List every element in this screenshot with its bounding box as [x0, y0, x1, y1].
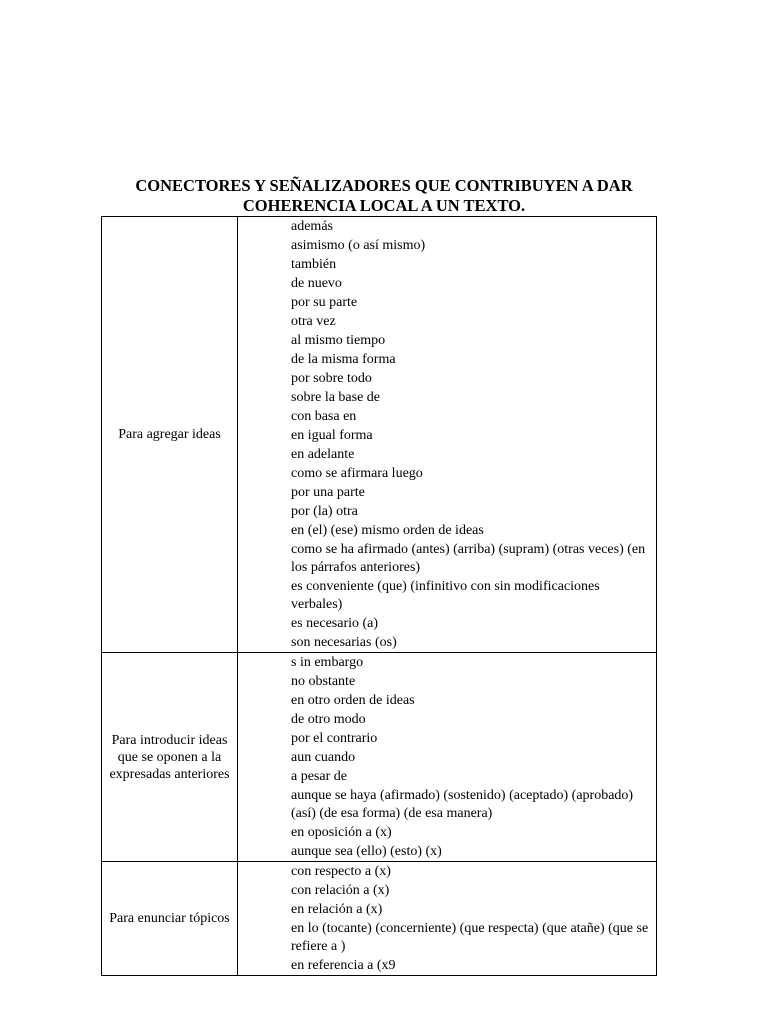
table-row-agregar: [102, 217, 657, 653]
list-item: aunque se haya (afirmado) (sostenido) (aceptado) (aprobado) (así) (de esa forma) (de esa manera): [291, 787, 634, 821]
connectors-table: [101, 216, 657, 976]
title-line-2: COHERENCIA LOCAL A UN TEXTO.: [242, 196, 526, 215]
list-item: asimismo (o así mismo): [291, 237, 426, 253]
list-item: en oposición a (x): [291, 824, 392, 840]
list-item: por (la) otra: [291, 503, 358, 519]
list-item: por su parte: [291, 294, 358, 310]
category-cell: [102, 862, 238, 976]
list-item: aun cuando: [291, 749, 356, 765]
list-item: en lo (tocante) (concerniente) (que respecta) (que atañe) (que se refiere a ): [291, 920, 649, 954]
list-item: como se afirmara luego: [291, 465, 423, 481]
list-item: aunque sea (ello) (esto) (x): [291, 843, 442, 859]
list-item: además: [291, 218, 333, 234]
list-item: s in embargo: [291, 654, 364, 670]
table-row-oponen: [102, 653, 657, 862]
category-label: Para introducir ideas que se oponen a la expresadas anteriores: [109, 732, 230, 782]
document-title: [100, 176, 668, 216]
list-item: en igual forma: [291, 427, 373, 443]
title-line-1: CONECTORES Y SEÑALIZADORES QUE CONTRIBUYEN A DAR: [135, 176, 633, 195]
list-item: son necesarias (os): [291, 634, 397, 650]
category-cell: [102, 217, 238, 653]
list-item: también: [291, 256, 337, 272]
list-item: en referencia a (x9: [291, 957, 396, 973]
list-item: en adelante: [291, 446, 355, 462]
list-item: a pesar de: [291, 768, 347, 784]
list-item: por una parte: [291, 484, 365, 500]
list-item: en otro orden de ideas: [291, 692, 415, 708]
list-item: de otro modo: [291, 711, 366, 727]
category-cell: [102, 653, 238, 862]
items-cell: [238, 653, 657, 862]
list-item: es conveniente (que) (infinitivo con sin modificaciones verbales): [291, 578, 600, 612]
list-item: es necesario (a): [291, 615, 379, 631]
list-item: al mismo tiempo: [291, 332, 386, 348]
list-item: como se ha afirmado (antes) (arriba) (supram) (otras veces) (en los párrafos anteriores): [291, 541, 646, 575]
list-item: de nuevo: [291, 275, 342, 291]
items-cell: [238, 217, 657, 653]
list-item: con basa en: [291, 408, 357, 424]
list-item: por el contrario: [291, 730, 378, 746]
table-row-topicos: [102, 862, 657, 976]
list-item: de la misma forma: [291, 351, 396, 367]
category-label: Para agregar ideas: [118, 427, 221, 442]
list-item: en (el) (ese) mismo orden de ideas: [291, 522, 484, 538]
list-item: por sobre todo: [291, 370, 372, 386]
list-item: con respecto a (x): [291, 863, 391, 879]
list-item: sobre la base de: [291, 389, 381, 405]
list-item: en relación a (x): [291, 901, 383, 917]
category-label: Para enunciar tópicos: [109, 911, 230, 926]
items-cell: [238, 862, 657, 976]
list-item: con relación a (x): [291, 882, 390, 898]
list-item: no obstante: [291, 673, 356, 689]
list-item: otra vez: [291, 313, 336, 329]
